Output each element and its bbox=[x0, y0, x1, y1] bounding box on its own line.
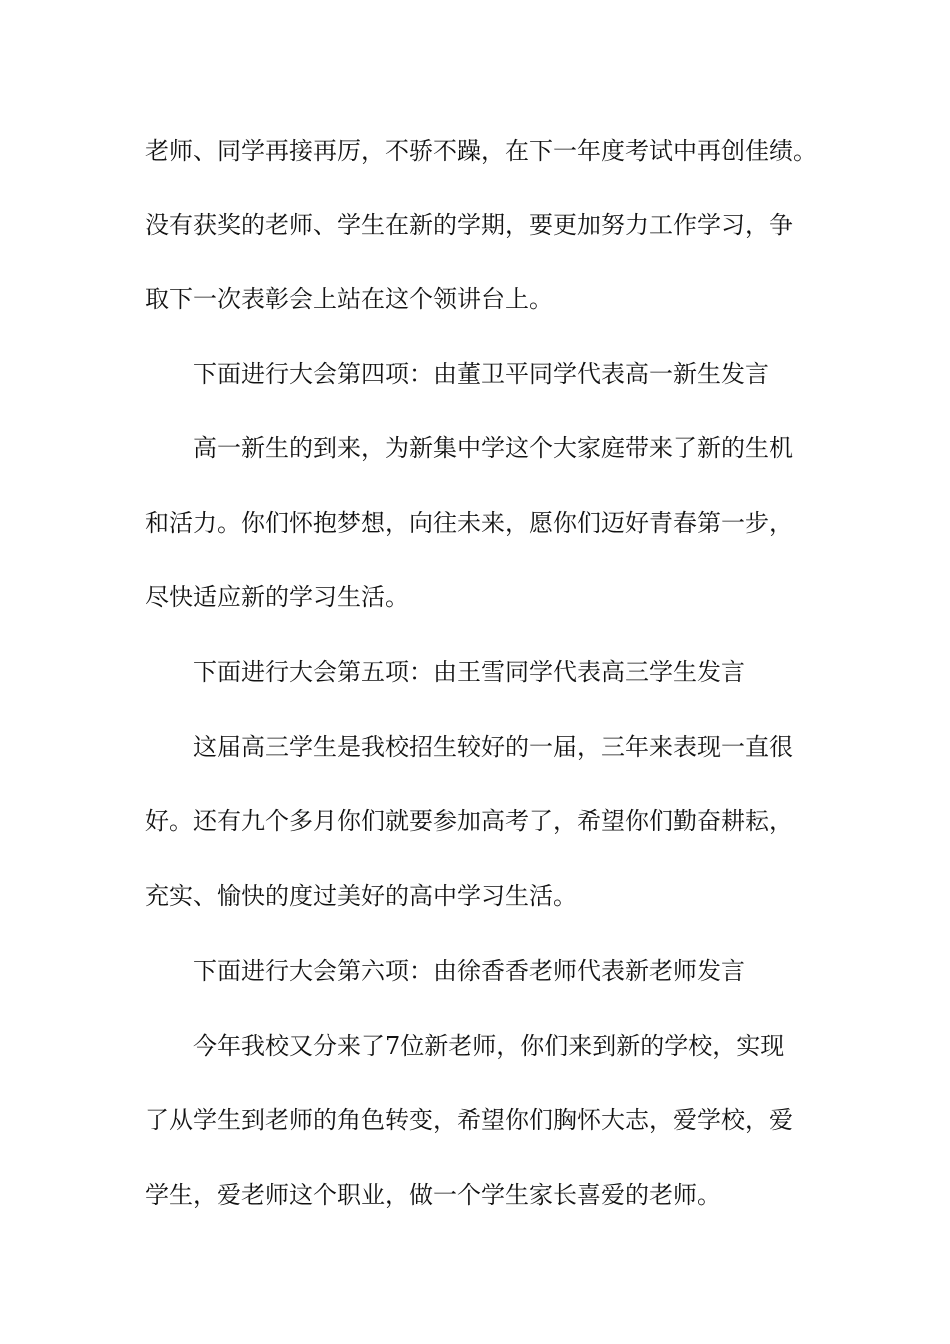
agenda-item-heading: 下面进行大会第五项：由王雪同学代表高三学生发言 bbox=[193, 658, 745, 686]
paragraph-line: 取下一次表彰会上站在这个领讲台上。 bbox=[145, 285, 553, 313]
paragraph-line: 充实、愉快的度过美好的高中学习生活。 bbox=[145, 882, 577, 910]
paragraph-line: 高一新生的到来，为新集中学这个大家庭带来了新的生机 bbox=[193, 434, 793, 462]
paragraph-line: 了从学生到老师的角色转变，希望你们胸怀大志，爱学校，爱 bbox=[145, 1106, 793, 1134]
paragraph-line: 和活力。你们怀抱梦想，向往未来，愿你们迈好青春第一步， bbox=[145, 509, 793, 537]
paragraph-line: 尽快适应新的学习生活。 bbox=[145, 583, 409, 611]
paragraph-line: 老师、同学再接再厉，不骄不躁，在下一年度考试中再创佳绩。 bbox=[145, 137, 817, 165]
paragraph-line: 学生，爱老师这个职业，做一个学生家长喜爱的老师。 bbox=[145, 1181, 721, 1209]
paragraph-line: 这届高三学生是我校招生较好的一届，三年来表现一直很 bbox=[193, 733, 793, 761]
paragraph-line: 好。还有九个多月你们就要参加高考了，希望你们勤奋耕耘， bbox=[145, 807, 793, 835]
paragraph-line: 今年我校又分来了7位新老师，你们来到新的学校，实现 bbox=[193, 1032, 785, 1060]
paragraph-line: 没有获奖的老师、学生在新的学期，要更加努力工作学习，争 bbox=[145, 211, 793, 239]
agenda-item-heading: 下面进行大会第四项：由董卫平同学代表高一新生发言 bbox=[193, 360, 769, 388]
agenda-item-heading: 下面进行大会第六项：由徐香香老师代表新老师发言 bbox=[193, 957, 745, 985]
